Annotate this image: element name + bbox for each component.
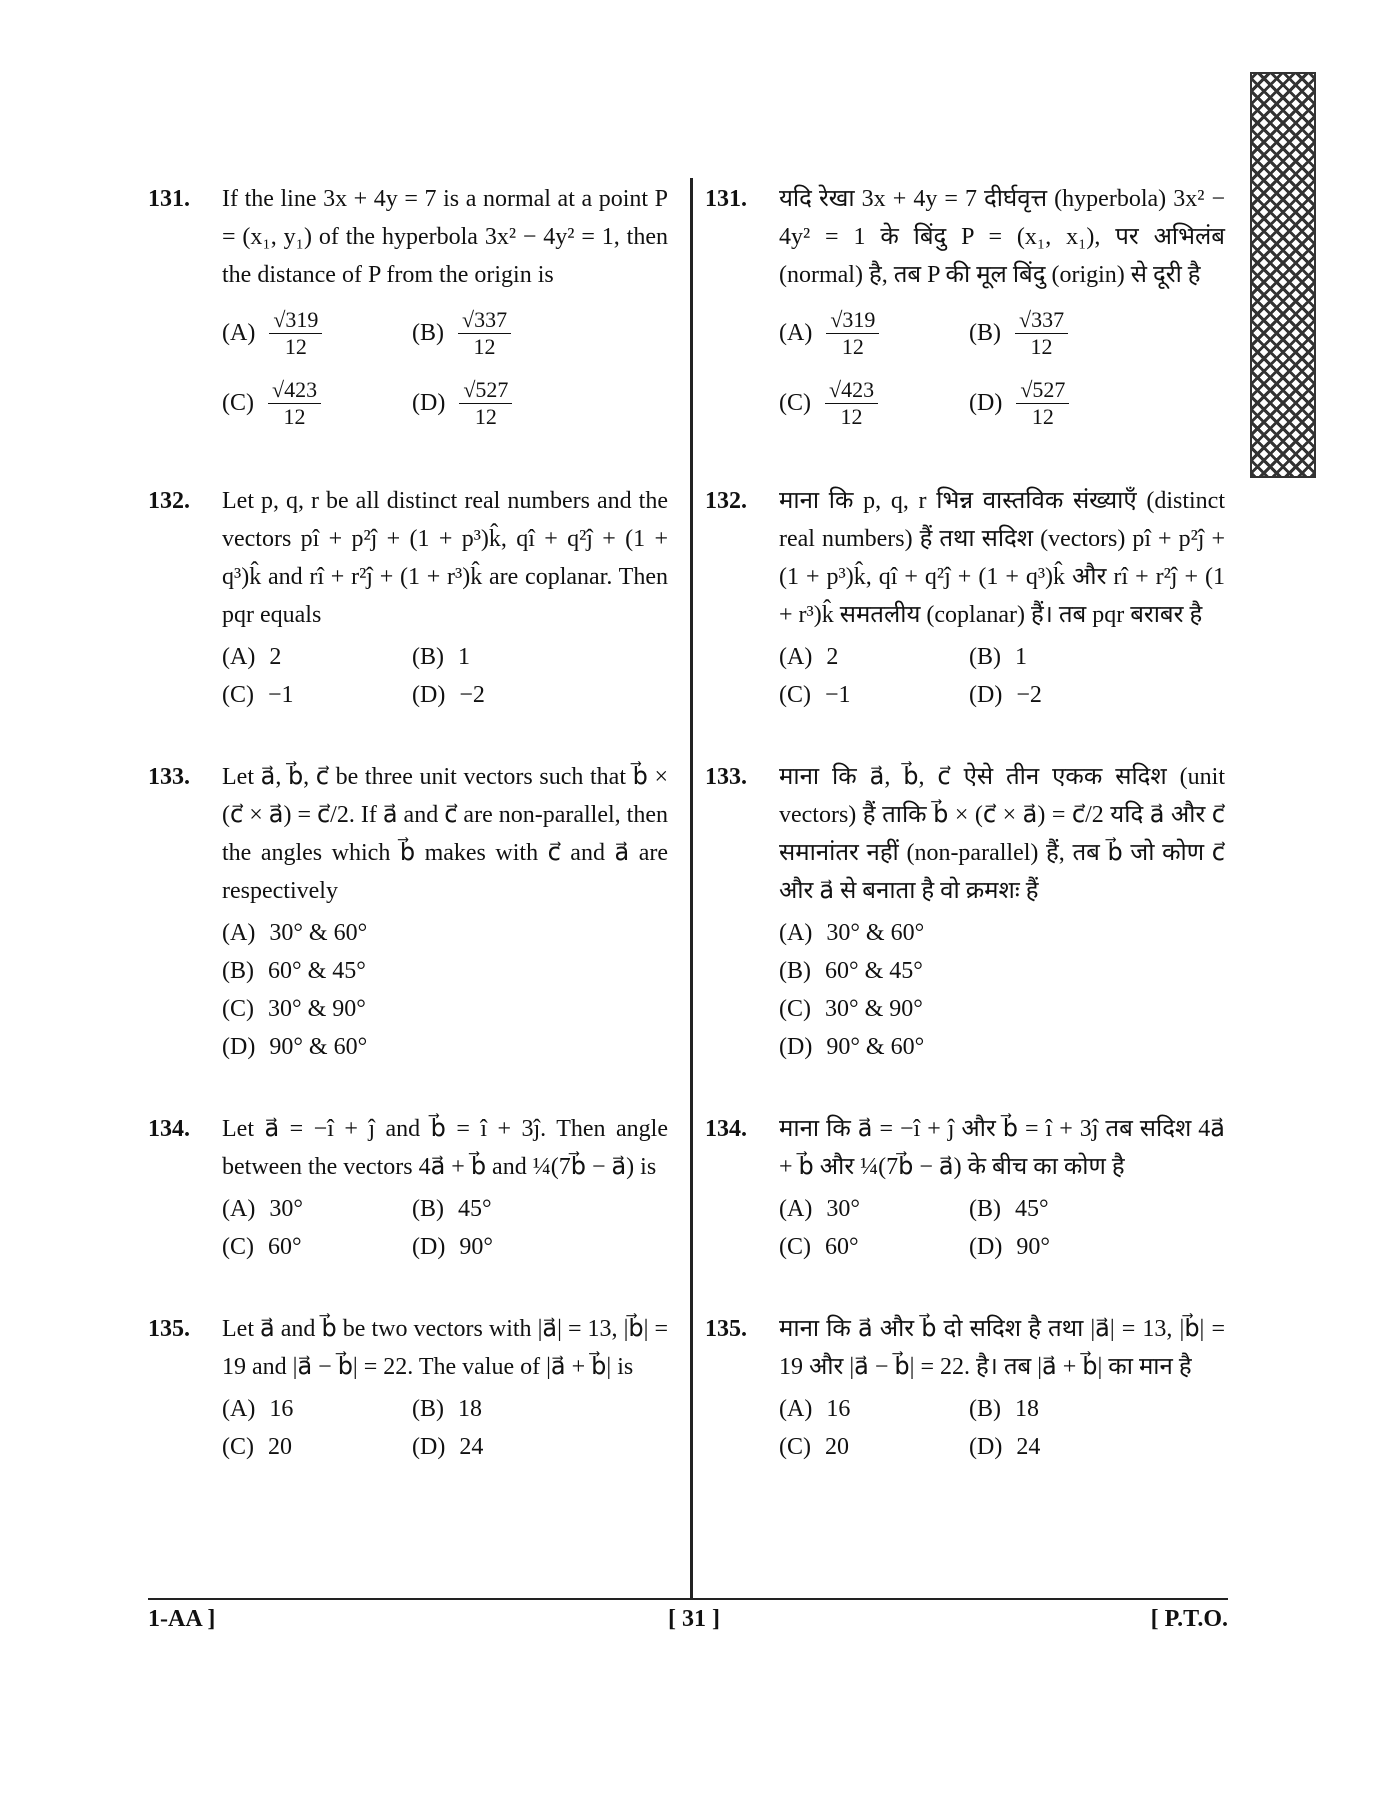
option-label: (C) bbox=[222, 682, 254, 708]
fraction bbox=[1015, 307, 1068, 360]
question-stem: माना कि p, q, r भिन्न वास्तविक संख्याएँ (distinct real numbers) हैं तथा सदिश (vectors) pî + p²ĵ + (1 + p³)k̂, qî + q²ĵ + (1 + q³)k̂ और rî + r²ĵ + (1 + r³)k̂ समतलीय (coplanar) हैं। तब pqr बराबर है bbox=[779, 488, 1225, 628]
option bbox=[779, 914, 1225, 952]
option bbox=[779, 1390, 969, 1428]
question-135 bbox=[705, 1310, 1225, 1466]
option-label: (A) bbox=[222, 920, 256, 946]
fraction-numerator: √527 bbox=[1016, 377, 1069, 404]
fraction-numerator: √319 bbox=[826, 307, 879, 334]
option bbox=[779, 298, 969, 368]
fraction bbox=[269, 307, 322, 360]
options-list bbox=[779, 914, 1225, 1066]
question-stem: माना कि a⃗, b⃗, c⃗ ऐसे तीन एकक सदिश (unit vectors) हैं ताकि b⃗ × (c⃗ × a⃗) = c⃗/2 यदि a⃗ और c⃗ समानांतर नहीं (non-parallel) हैं, तब b⃗ जो कोण c⃗ और a⃗ से बनाता है वो क्रमशः हैं bbox=[779, 764, 1225, 904]
option bbox=[779, 1228, 969, 1266]
option-label: (D) bbox=[412, 682, 446, 708]
option-label: (B) bbox=[969, 1396, 1001, 1422]
option-label: (C) bbox=[779, 1434, 811, 1460]
option bbox=[969, 638, 1159, 676]
option-label: (A) bbox=[222, 1196, 256, 1222]
fraction-denominator: 12 bbox=[473, 333, 496, 359]
question-stem: If the line 3x + 4y = 7 is a normal at a point P = (x₁, y₁) of the hyperbola 3x² − 4y² = 1, then the distance of P from the origin is bbox=[222, 186, 668, 288]
option bbox=[412, 298, 602, 368]
question-135 bbox=[148, 1310, 668, 1466]
question-stem: Let a⃗ and b⃗ be two vectors with |a⃗| = 13, |b⃗| = 19 and |a⃗ − b⃗| = 22. The value of |a⃗ + b⃗| is bbox=[222, 1316, 668, 1380]
question-body bbox=[779, 1110, 1225, 1266]
option-value: 1 bbox=[1015, 644, 1027, 670]
option bbox=[779, 1190, 969, 1228]
decorative-border-ornament bbox=[1250, 72, 1316, 478]
option bbox=[222, 1190, 412, 1228]
option-label: (C) bbox=[222, 390, 254, 416]
column-divider bbox=[690, 178, 693, 1598]
question-stem: Let a⃗ = −î + ĵ and b⃗ = î + 3ĵ. Then angle between the vectors 4a⃗ + b⃗ and ¼(7b⃗ − a⃗) is bbox=[222, 1116, 668, 1180]
option-label: (D) bbox=[969, 682, 1003, 708]
question-body bbox=[779, 482, 1225, 714]
option-value: 1 bbox=[458, 644, 470, 670]
option-label: (C) bbox=[779, 682, 811, 708]
fraction-denominator: 12 bbox=[284, 333, 307, 359]
question-body bbox=[222, 482, 668, 714]
question-number: 134. bbox=[148, 1116, 190, 1142]
option-value: 16 bbox=[269, 1396, 294, 1422]
option-value: 18 bbox=[458, 1396, 482, 1422]
option bbox=[222, 952, 668, 990]
option-value: 2 bbox=[826, 644, 839, 670]
option bbox=[222, 676, 412, 714]
option-label: (C) bbox=[222, 1434, 254, 1460]
option bbox=[779, 990, 1225, 1028]
fraction bbox=[1016, 377, 1069, 430]
fraction bbox=[459, 377, 512, 430]
question-body bbox=[779, 758, 1225, 1066]
option bbox=[779, 1028, 1225, 1066]
option bbox=[222, 298, 412, 368]
option-value: 30° bbox=[826, 1196, 860, 1222]
option-label: (A) bbox=[222, 1396, 256, 1422]
fraction-denominator: 12 bbox=[1031, 403, 1054, 429]
question-body bbox=[222, 1110, 668, 1266]
options-list bbox=[222, 298, 668, 438]
footer-rule bbox=[148, 1598, 1228, 1600]
question-number: 132. bbox=[148, 488, 190, 514]
option-label: (A) bbox=[779, 320, 813, 346]
option bbox=[779, 1428, 969, 1466]
option bbox=[222, 914, 668, 952]
pto-note: [ P.T.O. bbox=[1150, 1606, 1228, 1632]
option-value: −2 bbox=[1016, 682, 1042, 708]
option bbox=[412, 1428, 602, 1466]
option-value: 30° bbox=[269, 1196, 303, 1222]
fraction-numerator: √423 bbox=[268, 377, 321, 404]
question-134 bbox=[705, 1110, 1225, 1266]
option bbox=[222, 1228, 412, 1266]
option-label: (C) bbox=[779, 1234, 811, 1260]
question-number: 134. bbox=[705, 1116, 747, 1142]
option bbox=[969, 676, 1159, 714]
question-number: 133. bbox=[148, 764, 190, 790]
option-value: 60° & 45° bbox=[825, 958, 923, 984]
question-number: 131. bbox=[148, 186, 190, 212]
option bbox=[222, 1390, 412, 1428]
fraction-numerator: √423 bbox=[825, 377, 878, 404]
question-stem: माना कि a⃗ और b⃗ दो सदिश है तथा |a⃗| = 13, |b⃗| = 19 और |a⃗ − b⃗| = 22. है। तब |a⃗ + b⃗| का मान है bbox=[779, 1316, 1225, 1380]
fraction bbox=[825, 377, 878, 430]
option-label: (C) bbox=[222, 996, 254, 1022]
page-number: [ 31 ] bbox=[668, 1606, 720, 1632]
fraction bbox=[826, 307, 879, 360]
option bbox=[969, 368, 1159, 438]
option-value: 24 bbox=[1016, 1434, 1041, 1460]
option-value: 90° & 60° bbox=[826, 1034, 925, 1060]
option bbox=[779, 368, 969, 438]
question-stem: माना कि a⃗ = −î + ĵ और b⃗ = î + 3ĵ तब सदिश 4a⃗ + b⃗ और ¼(7b⃗ − a⃗) के बीच का कोण है bbox=[779, 1116, 1225, 1180]
options-list bbox=[779, 1390, 1225, 1466]
question-133 bbox=[148, 758, 668, 1066]
option-label: (C) bbox=[779, 996, 811, 1022]
option-label: (B) bbox=[412, 1196, 444, 1222]
option bbox=[779, 952, 1225, 990]
option bbox=[412, 368, 602, 438]
question-131 bbox=[148, 180, 668, 438]
option-value: 20 bbox=[825, 1434, 849, 1460]
options-list bbox=[779, 638, 1225, 714]
options-list bbox=[222, 1190, 668, 1266]
option bbox=[412, 1228, 602, 1266]
option-value: 90° bbox=[459, 1234, 493, 1260]
option bbox=[969, 1228, 1159, 1266]
option-label: (B) bbox=[969, 320, 1001, 346]
english-column bbox=[148, 180, 668, 1510]
option-label: (B) bbox=[412, 1396, 444, 1422]
fraction-denominator: 12 bbox=[283, 403, 306, 429]
option-value: 20 bbox=[268, 1434, 292, 1460]
question-number: 131. bbox=[705, 186, 747, 212]
option bbox=[969, 298, 1159, 368]
question-133 bbox=[705, 758, 1225, 1066]
option bbox=[412, 1190, 602, 1228]
option bbox=[779, 676, 969, 714]
option-value: 90° bbox=[1016, 1234, 1050, 1260]
options-list bbox=[222, 914, 668, 1066]
question-number: 135. bbox=[705, 1316, 747, 1342]
option-label: (D) bbox=[779, 1034, 813, 1060]
option-label: (C) bbox=[222, 1234, 254, 1260]
option-value: 16 bbox=[826, 1396, 851, 1422]
option-value: 60° & 45° bbox=[268, 958, 366, 984]
fraction-numerator: √337 bbox=[1015, 307, 1068, 334]
question-134 bbox=[148, 1110, 668, 1266]
option-label: (B) bbox=[969, 1196, 1001, 1222]
question-body bbox=[779, 1310, 1225, 1466]
question-body bbox=[779, 180, 1225, 438]
question-132 bbox=[705, 482, 1225, 714]
options-list bbox=[779, 298, 1225, 438]
option-value: 45° bbox=[458, 1196, 492, 1222]
option-label: (D) bbox=[969, 1234, 1003, 1260]
option-label: (D) bbox=[412, 1434, 446, 1460]
option-label: (D) bbox=[412, 390, 446, 416]
option bbox=[222, 1428, 412, 1466]
hindi-column bbox=[705, 180, 1225, 1510]
option-value: 90° & 60° bbox=[269, 1034, 368, 1060]
option-value: 30° & 60° bbox=[269, 920, 368, 946]
option bbox=[222, 990, 668, 1028]
fraction-denominator: 12 bbox=[474, 403, 497, 429]
question-132 bbox=[148, 482, 668, 714]
option-label: (A) bbox=[779, 1196, 813, 1222]
option-value: 45° bbox=[1015, 1196, 1049, 1222]
option bbox=[222, 638, 412, 676]
question-stem: यदि रेखा 3x + 4y = 7 दीर्घवृत्त (hyperbola) 3x² − 4y² = 1 के बिंदु P = (x₁, x₁), पर अभिलंब (normal) है, तब P की मूल बिंदु (origin) से दूरी है bbox=[779, 186, 1225, 288]
option-label: (B) bbox=[779, 958, 811, 984]
option-value: 60° bbox=[825, 1234, 859, 1260]
option bbox=[222, 1028, 668, 1066]
option-value: 2 bbox=[269, 644, 282, 670]
option-label: (D) bbox=[222, 1034, 256, 1060]
option-label: (B) bbox=[412, 320, 444, 346]
question-number: 135. bbox=[148, 1316, 190, 1342]
fraction-denominator: 12 bbox=[841, 333, 864, 359]
option-value: 30° & 90° bbox=[825, 996, 923, 1022]
option bbox=[412, 1390, 602, 1428]
booklet-code: 1-AA ] bbox=[148, 1606, 216, 1632]
option-label: (B) bbox=[222, 958, 254, 984]
option-label: (A) bbox=[222, 644, 256, 670]
option-value: −2 bbox=[459, 682, 485, 708]
option-value: −1 bbox=[825, 682, 851, 708]
option-label: (B) bbox=[412, 644, 444, 670]
option-label: (D) bbox=[969, 1434, 1003, 1460]
option bbox=[969, 1428, 1159, 1466]
option-label: (A) bbox=[779, 920, 813, 946]
question-stem: Let p, q, r be all distinct real numbers and the vectors pî + p²ĵ + (1 + p³)k̂, qî + q²ĵ + (1 + q³)k̂ and rî + r²ĵ + (1 + r³)k̂ are coplanar. Then pqr equals bbox=[222, 488, 668, 628]
option-value: 18 bbox=[1015, 1396, 1039, 1422]
fraction-denominator: 12 bbox=[1030, 333, 1053, 359]
question-number: 132. bbox=[705, 488, 747, 514]
option bbox=[779, 638, 969, 676]
option-value: 24 bbox=[459, 1434, 484, 1460]
options-list bbox=[222, 1390, 668, 1466]
option-label: (A) bbox=[779, 1396, 813, 1422]
options-list bbox=[222, 638, 668, 714]
options-list bbox=[779, 1190, 1225, 1266]
fraction-numerator: √319 bbox=[269, 307, 322, 334]
question-131 bbox=[705, 180, 1225, 438]
option-value: 30° & 60° bbox=[826, 920, 925, 946]
option-value: −1 bbox=[268, 682, 294, 708]
question-body bbox=[222, 1310, 668, 1466]
fraction-numerator: √337 bbox=[458, 307, 511, 334]
option-label: (C) bbox=[779, 390, 811, 416]
question-body bbox=[222, 180, 668, 438]
question-number: 133. bbox=[705, 764, 747, 790]
question-body bbox=[222, 758, 668, 1066]
option-label: (B) bbox=[969, 644, 1001, 670]
option bbox=[969, 1190, 1159, 1228]
option bbox=[412, 676, 602, 714]
option-label: (A) bbox=[779, 644, 813, 670]
fraction bbox=[268, 377, 321, 430]
option bbox=[222, 368, 412, 438]
option-label: (A) bbox=[222, 320, 256, 346]
option bbox=[969, 1390, 1159, 1428]
option-label: (D) bbox=[412, 1234, 446, 1260]
fraction bbox=[458, 307, 511, 360]
fraction-numerator: √527 bbox=[459, 377, 512, 404]
option-value: 30° & 90° bbox=[268, 996, 366, 1022]
fraction-denominator: 12 bbox=[840, 403, 863, 429]
option-label: (D) bbox=[969, 390, 1003, 416]
question-stem: Let a⃗, b⃗, c⃗ be three unit vectors such that b⃗ × (c⃗ × a⃗) = c⃗/2. If a⃗ and c⃗ are non-parallel, then the angles which b⃗ makes with c⃗ and a⃗ are respectively bbox=[222, 764, 668, 904]
option bbox=[412, 638, 602, 676]
option-value: 60° bbox=[268, 1234, 302, 1260]
